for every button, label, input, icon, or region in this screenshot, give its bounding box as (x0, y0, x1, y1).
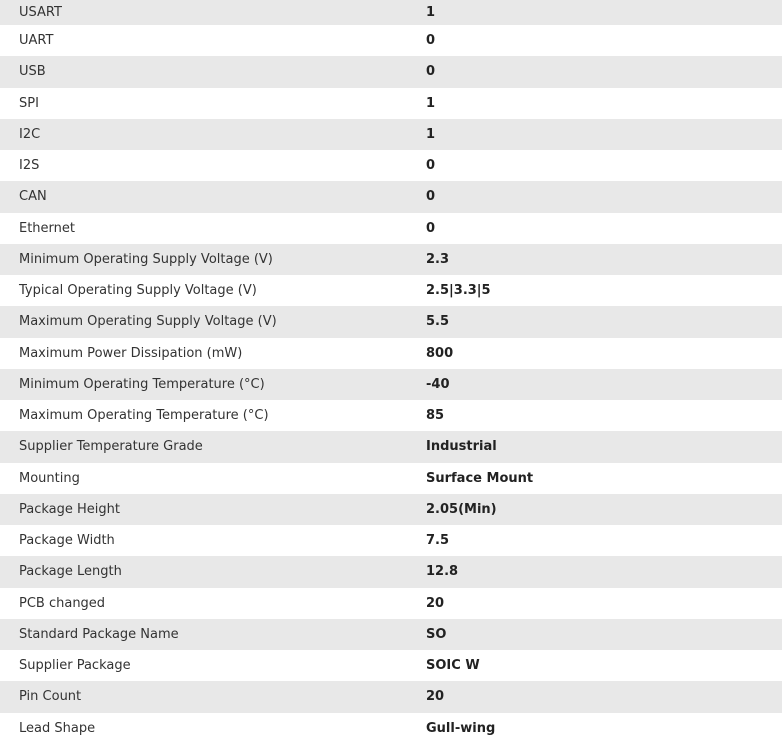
spec-value: SOIC W (426, 658, 480, 674)
spec-label: Typical Operating Supply Voltage (V) (19, 283, 257, 299)
spec-value: 1 (426, 126, 436, 142)
table-row (0, 681, 782, 712)
table-row (0, 588, 782, 619)
table-row (0, 88, 782, 119)
spec-label: Minimum Operating Supply Voltage (V) (19, 251, 273, 267)
table-row (0, 525, 782, 556)
table-row (0, 369, 782, 400)
spec-label: Lead Shape (19, 720, 96, 736)
spec-label: Supplier Package (19, 658, 131, 674)
table-row (0, 556, 782, 587)
table-row (0, 619, 782, 650)
spec-value: -40 (426, 376, 450, 392)
spec-label: Maximum Power Dissipation (mW) (19, 345, 243, 361)
spec-label: CAN (19, 189, 47, 205)
spec-label: I2C (19, 126, 41, 142)
spec-label: Ethernet (19, 220, 75, 236)
table-row (0, 463, 782, 494)
spec-value: 85 (426, 408, 445, 424)
spec-value: Surface Mount (426, 470, 534, 486)
spec-value: 0 (426, 158, 436, 174)
spec-label: UART (19, 33, 54, 49)
table-row (0, 150, 782, 181)
spec-value: 20 (426, 689, 445, 705)
spec-label: I2S (19, 158, 40, 174)
spec-value: 12.8 (426, 564, 459, 580)
table-row (0, 713, 782, 744)
spec-label: USART (19, 5, 62, 20)
spec-value: 0 (426, 189, 436, 205)
spec-label: PCB changed (19, 595, 106, 611)
spec-value: 0 (426, 220, 436, 236)
spec-label: Package Height (19, 501, 120, 517)
table-row (0, 275, 782, 306)
table-row (0, 181, 782, 212)
table-row (0, 25, 782, 56)
spec-value: 800 (426, 345, 454, 361)
spec-label: USB (19, 64, 46, 80)
table-row (0, 56, 782, 87)
table-row (0, 400, 782, 431)
spec-value: 7.5 (426, 533, 450, 549)
spec-label: Supplier Temperature Grade (19, 439, 203, 455)
spec-label: Package Width (19, 533, 115, 549)
table-row (0, 494, 782, 525)
spec-label: Pin Count (19, 689, 82, 705)
spec-value: 0 (426, 33, 436, 49)
spec-label: Package Length (19, 564, 122, 580)
spec-label: SPI (19, 95, 39, 111)
spec-value: Industrial (426, 439, 497, 455)
spec-label: Minimum Operating Temperature (°C) (19, 376, 265, 392)
table-row (0, 338, 782, 369)
table-row (0, 650, 782, 681)
spec-value: 1 (426, 5, 436, 20)
spec-label: Maximum Operating Supply Voltage (V) (19, 314, 277, 330)
spec-value: 2.5|3.3|5 (426, 283, 491, 299)
spec-value: 2.3 (426, 251, 450, 267)
spec-value: Gull-wing (426, 720, 496, 736)
spec-value: 5.5 (426, 314, 450, 330)
spec-label: Mounting (19, 470, 80, 486)
spec-value: 1 (426, 95, 436, 111)
table-row (0, 213, 782, 244)
spec-label: Maximum Operating Temperature (°C) (19, 408, 269, 424)
spec-label: Standard Package Name (19, 626, 179, 642)
spec-value: 0 (426, 64, 436, 80)
table-row (0, 244, 782, 275)
spec-value: 2.05(Min) (426, 501, 497, 517)
table-row (0, 431, 782, 462)
table-row (0, 119, 782, 150)
table-row (0, 306, 782, 337)
spec-value: 20 (426, 595, 445, 611)
spec-value: SO (426, 626, 447, 642)
table-row (0, 0, 782, 25)
